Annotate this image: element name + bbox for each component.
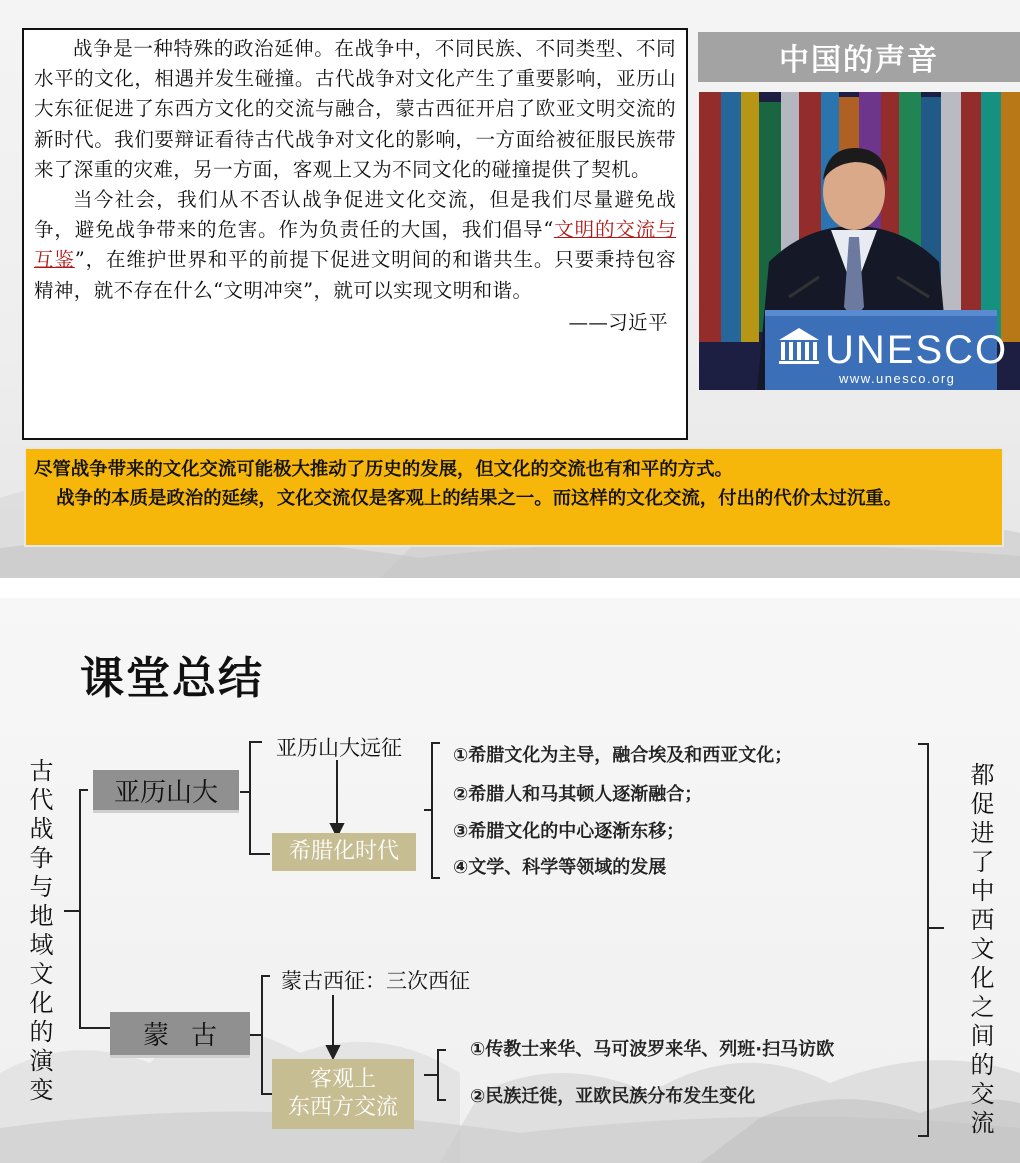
alexander-item-3: ③希腊文化的中心逐渐东移；: [453, 821, 685, 842]
right-vertical-label: 都促进了中西文化之间的交流: [966, 762, 994, 1139]
voice-title: 中国的声音: [698, 32, 1020, 82]
east-west-exchange-box: [272, 1059, 414, 1129]
quote-text-after: ”，在维护世界和平的前提下促进文明间的和谐共生。只要秉持包容精神，就不存在什么“文明冲突”，就可以实现文明和谐。: [34, 248, 676, 302]
note-line-1: 尽管战争带来的文化交流可能极大推动了历史的发展，但文化的交流也有和平的方式。: [34, 459, 733, 480]
mongol-expedition: 蒙古西征：三次西征: [281, 969, 470, 993]
quote-paragraph-2: [34, 185, 676, 306]
alexander-item-2: ②希腊人和马其顿人逐渐融合；: [453, 784, 703, 805]
slide-top: [0, 0, 1020, 578]
quote-text-before: 当今社会，我们从不否认战争促进文化交流，但是我们尽量避免战争，避免战争带来的危害。作为负责任的大国，我们倡导“: [34, 188, 676, 242]
east-west-exchange-line-1: 客观上: [309, 1067, 376, 1092]
alexander-expedition: 亚历山大远征: [276, 736, 402, 760]
mongol-box: 蒙古: [110, 1012, 250, 1058]
summary-title: 课堂总结: [80, 653, 264, 704]
alexander-item-4: ④文学、科学等领域的发展: [453, 857, 667, 878]
mongol-item-2: ②民族迁徙，亚欧民族分布发生变化: [470, 1086, 756, 1107]
quote-signature: ——习近平: [568, 310, 668, 334]
podium-url: www.unesco.org: [839, 371, 956, 386]
east-west-exchange-line-2: 东西方交流: [287, 1095, 398, 1120]
slide-bottom: [0, 598, 1020, 1163]
tree-connectors: [0, 598, 1020, 1163]
hellenistic-age-box: 希腊化时代: [272, 833, 416, 871]
left-vertical-label: 古代战争与地域文化的演变: [25, 758, 53, 1106]
quote-box: [22, 28, 688, 440]
speaker-photo: [699, 92, 1020, 390]
alexander-box: 亚历山大: [93, 770, 239, 813]
quote-paragraph-1: 战争是一种特殊的政治延伸。在战争中，不同民族、不同类型、不同水平的文化，相遇并发生碰撞。古代战争对文化产生了重要影响，亚历山大东征促进了东西方文化的交流与融合，蒙古西征开启了欧亚文明交流的新时代。我们要辩证看待古代战争对文化的影响，一方面给被征服民族带来了深重的灾难，另一方面，客观上又为不同文化的碰撞提供了契机。: [34, 37, 676, 181]
alexander-item-1: ①希腊文化为主导，融合埃及和西亚文化；: [453, 745, 793, 766]
note-box: [24, 447, 1004, 547]
mongol-item-1: ①传教士来华、马可波罗来华、列班·扫马访欧: [470, 1039, 835, 1060]
quote-highlight: 文明的交流与互鉴: [34, 218, 676, 272]
podium-logo: UNESCO: [825, 328, 1009, 372]
note-line-2: 战争的本质是政治的延续，文化交流仅是客观上的结果之一。而这样的文化交流，付出的代价太过沉重。: [56, 488, 903, 509]
